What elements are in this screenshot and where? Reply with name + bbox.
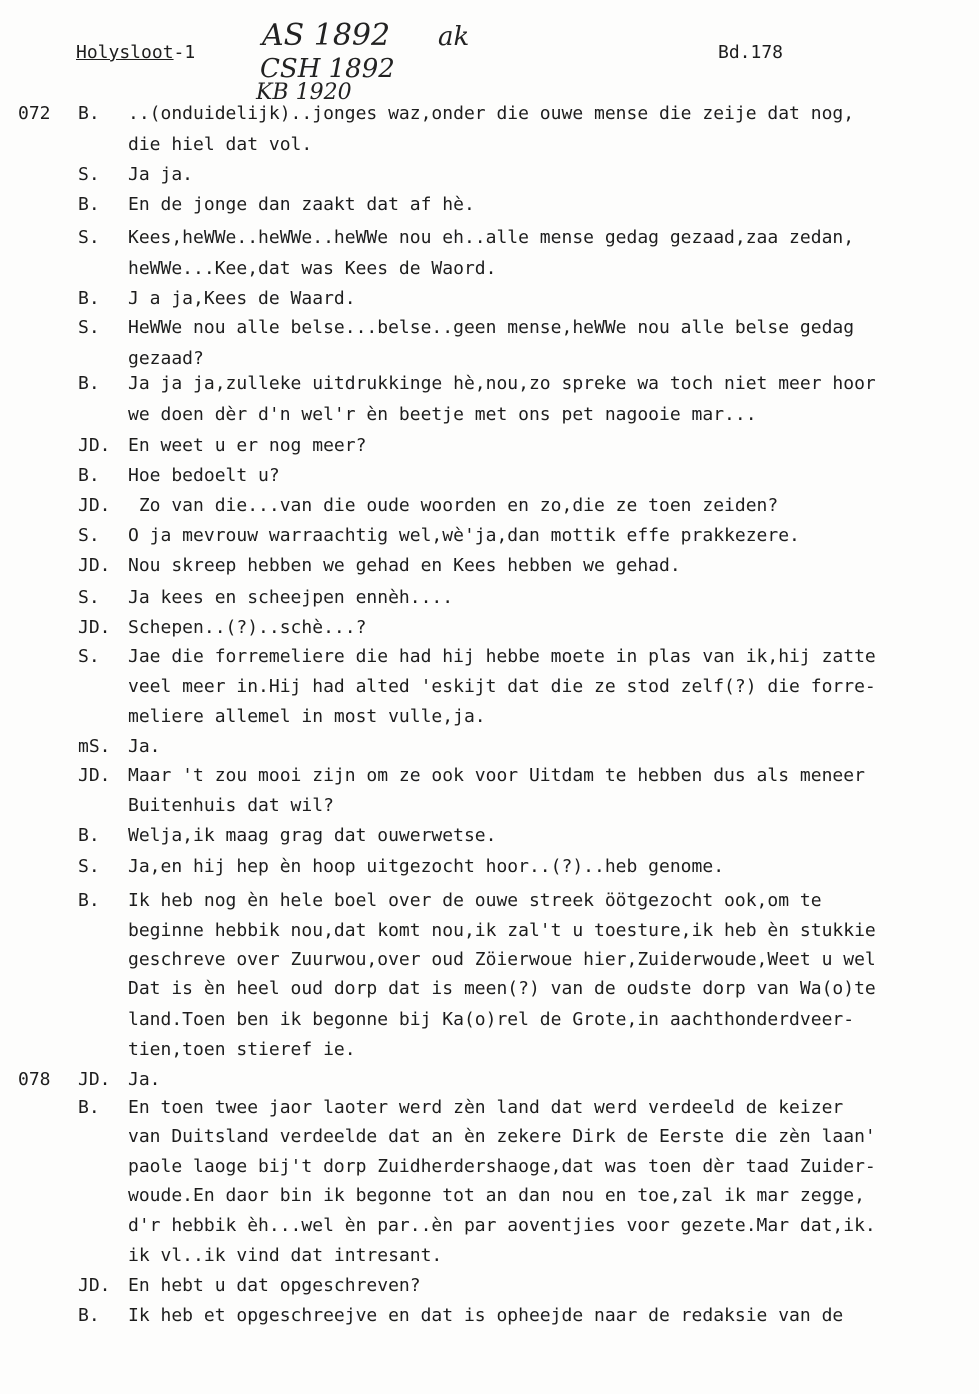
- line-text: Ja.: [128, 1069, 161, 1090]
- handwritten-note-1: AS 1892: [262, 18, 391, 53]
- transcript-line: [0, 552, 979, 580]
- transcript-line: [0, 1094, 979, 1122]
- transcript-line: [0, 733, 979, 761]
- line-text: Hoe bedoelt u?: [128, 465, 280, 486]
- handwritten-note-4: KB 1920: [256, 80, 352, 105]
- line-text: Zo van die...van die oude woorden en zo,die ze toen zeiden?: [128, 495, 779, 516]
- line-text: Buitenhuis dat wil?: [128, 795, 334, 816]
- speaker-label: S.: [78, 164, 100, 185]
- transcript-line: [0, 522, 979, 550]
- speaker-label: B.: [78, 1305, 100, 1326]
- line-text: Maar 't zou mooi zijn om ze ook voor Uitdam te hebben dus als meneer: [128, 765, 865, 786]
- line-text: Welja,ik maag grag dat ouwerwetse.: [128, 825, 497, 846]
- line-text: Ja ja.: [128, 164, 194, 185]
- transcript-line: [0, 492, 979, 520]
- transcript-line: [0, 1123, 979, 1151]
- line-text: Dat is èn heel oud dorp dat is meen(?) van de oudste dorp van Wa(o)te: [128, 978, 876, 999]
- line-text: Ja.: [128, 736, 161, 757]
- transcript-line: [0, 131, 979, 159]
- transcript-line: [0, 614, 979, 642]
- transcript-line: [0, 822, 979, 850]
- line-text: En de jonge dan zaakt dat af hè.: [128, 194, 475, 215]
- transcript-line: [0, 370, 979, 398]
- line-text: land.Toen ben ik begonne bij Ka(o)rel de Grote,in aachthonderdveer-: [128, 1009, 855, 1030]
- transcript-line: [0, 462, 979, 490]
- speaker-label: S.: [78, 227, 100, 248]
- line-text: Schepen..(?)..schè...?: [128, 617, 367, 638]
- transcript-line: [0, 224, 979, 252]
- transcript-line: [0, 673, 979, 701]
- transcript-line: [0, 762, 979, 790]
- speaker-label: S.: [78, 646, 100, 667]
- transcript-line: [0, 432, 979, 460]
- title-location: Holysloot: [76, 42, 174, 63]
- line-text: En toen twee jaor laoter werd zèn land dat werd verdeeld de keizer: [128, 1097, 844, 1118]
- transcript-line: [0, 975, 979, 1003]
- line-text: HeWWe nou alle belse...belse..geen mense,heWWe nou alle belse gedag: [128, 317, 855, 338]
- transcript-line: [0, 1182, 979, 1210]
- line-text: geschreve over Zuurwou,over oud Zöierwoue hier,Zuiderwoude,Weet u wel: [128, 949, 876, 970]
- transcript-line: [0, 946, 979, 974]
- handwritten-note-3: CSH 1892: [260, 54, 395, 84]
- line-text: Ja kees en scheejpen ennèh....: [128, 587, 454, 608]
- speaker-label: B.: [78, 288, 100, 309]
- transcript-line: [0, 1272, 979, 1300]
- line-text: d'r hebbik èh...wel èn par..èn par aoventjies voor gezete.Mar dat,ik.: [128, 1215, 876, 1236]
- line-text: veel meer in.Hij had alted 'eskijt dat die ze stod zelf(?) die forre-: [128, 676, 876, 697]
- transcript-line: [0, 1242, 979, 1270]
- speaker-label: JD.: [78, 555, 111, 576]
- transcript-line: [0, 314, 979, 342]
- transcript-line: [0, 643, 979, 671]
- line-text: paole laoge bij't dorp Zuidherdershaoge,dat was toen dèr taad Zuider-: [128, 1156, 876, 1177]
- line-text: woude.En daor bin ik begonne tot an dan nou en toe,zal ik mar zegge,: [128, 1185, 865, 1206]
- speaker-label: JD.: [78, 1275, 111, 1296]
- speaker-label: B.: [78, 1097, 100, 1118]
- handwritten-note-2: ak: [438, 22, 470, 52]
- speaker-label: JD.: [78, 495, 111, 516]
- line-text: gezaad?: [128, 348, 204, 369]
- transcript-line: [0, 1066, 979, 1094]
- line-text: Ik heb et opgeschreejve en dat is opheejde naar de redaksie van de: [128, 1305, 844, 1326]
- transcript-line: [0, 917, 979, 945]
- line-text: heWWe...Kee,dat was Kees de Waord.: [128, 258, 497, 279]
- speaker-label: S.: [78, 525, 100, 546]
- transcript-line: [0, 191, 979, 219]
- line-number: 072: [18, 103, 51, 124]
- speaker-label: JD.: [78, 765, 111, 786]
- line-text: tien,toen stieref ie.: [128, 1039, 356, 1060]
- line-text: En weet u er nog meer?: [128, 435, 367, 456]
- speaker-label: B.: [78, 373, 100, 394]
- line-text: van Duitsland verdeelde dat an èn zekere Dirk de Eerste die zèn laan': [128, 1126, 876, 1147]
- line-text: Kees,heWWe..heWWe..heWWe nou eh..alle mense gedag gezaad,zaa zedan,: [128, 227, 855, 248]
- speaker-label: B.: [78, 890, 100, 911]
- speaker-label: B.: [78, 825, 100, 846]
- volume-label: Bd.178: [718, 42, 784, 63]
- speaker-label: S.: [78, 856, 100, 877]
- speaker-label: mS.: [78, 736, 111, 757]
- line-text: Nou skreep hebben we gehad en Kees hebben we gehad.: [128, 555, 681, 576]
- line-number: 078: [18, 1069, 51, 1090]
- transcript-line: [0, 255, 979, 283]
- document-title: [76, 42, 195, 63]
- transcript-line: [0, 401, 979, 429]
- transcript-line: [0, 1153, 979, 1181]
- transcript-line: [0, 1006, 979, 1034]
- speaker-label: S.: [78, 317, 100, 338]
- transcript-line: [0, 285, 979, 313]
- transcript-line: [0, 100, 979, 128]
- line-text: ik vl..ik vind dat intresant.: [128, 1245, 443, 1266]
- line-text: we doen dèr d'n wel'r èn beetje met ons pet nagooie mar...: [128, 404, 757, 425]
- speaker-label: JD.: [78, 435, 111, 456]
- transcript-line: [0, 1036, 979, 1064]
- transcript-line: [0, 792, 979, 820]
- speaker-label: JD.: [78, 1069, 111, 1090]
- line-text: Ja ja ja,zulleke uitdrukkinge hè,nou,zo spreke wa toch niet meer hoor: [128, 373, 876, 394]
- transcript-line: [0, 345, 979, 373]
- transcript-line: [0, 1212, 979, 1240]
- title-suffix: -1: [173, 42, 196, 63]
- line-text: J a ja,Kees de Waard.: [128, 288, 356, 309]
- transcript-line: [0, 887, 979, 915]
- transcript-line: [0, 703, 979, 731]
- transcript-line: [0, 1302, 979, 1330]
- line-text: Ja,en hij hep èn hoop uitgezocht hoor..(?)..heb genome.: [128, 856, 725, 877]
- speaker-label: B.: [78, 465, 100, 486]
- line-text: ..(onduidelijk)..jonges waz,onder die ouwe mense die zeije dat nog,: [128, 103, 855, 124]
- line-text: O ja mevrouw warraachtig wel,wè'ja,dan mottik effe prakkezere.: [128, 525, 800, 546]
- transcript-line: [0, 584, 979, 612]
- line-text: Jae die forremeliere die had hij hebbe moete in plas van ik,hij zatte: [128, 646, 876, 667]
- transcript-line: [0, 161, 979, 189]
- line-text: En hebt u dat opgeschreven?: [128, 1275, 421, 1296]
- transcript-line: [0, 853, 979, 881]
- line-text: Ik heb nog èn hele boel over de ouwe streek öötgezocht ook,om te: [128, 890, 822, 911]
- speaker-label: B.: [78, 194, 100, 215]
- speaker-label: S.: [78, 587, 100, 608]
- line-text: die hiel dat vol.: [128, 134, 313, 155]
- line-text: meliere allemel in most vulle,ja.: [128, 706, 486, 727]
- speaker-label: JD.: [78, 617, 111, 638]
- line-text: beginne hebbik nou,dat komt nou,ik zal't u toesture,ik heb èn stukkie: [128, 920, 876, 941]
- speaker-label: B.: [78, 103, 100, 124]
